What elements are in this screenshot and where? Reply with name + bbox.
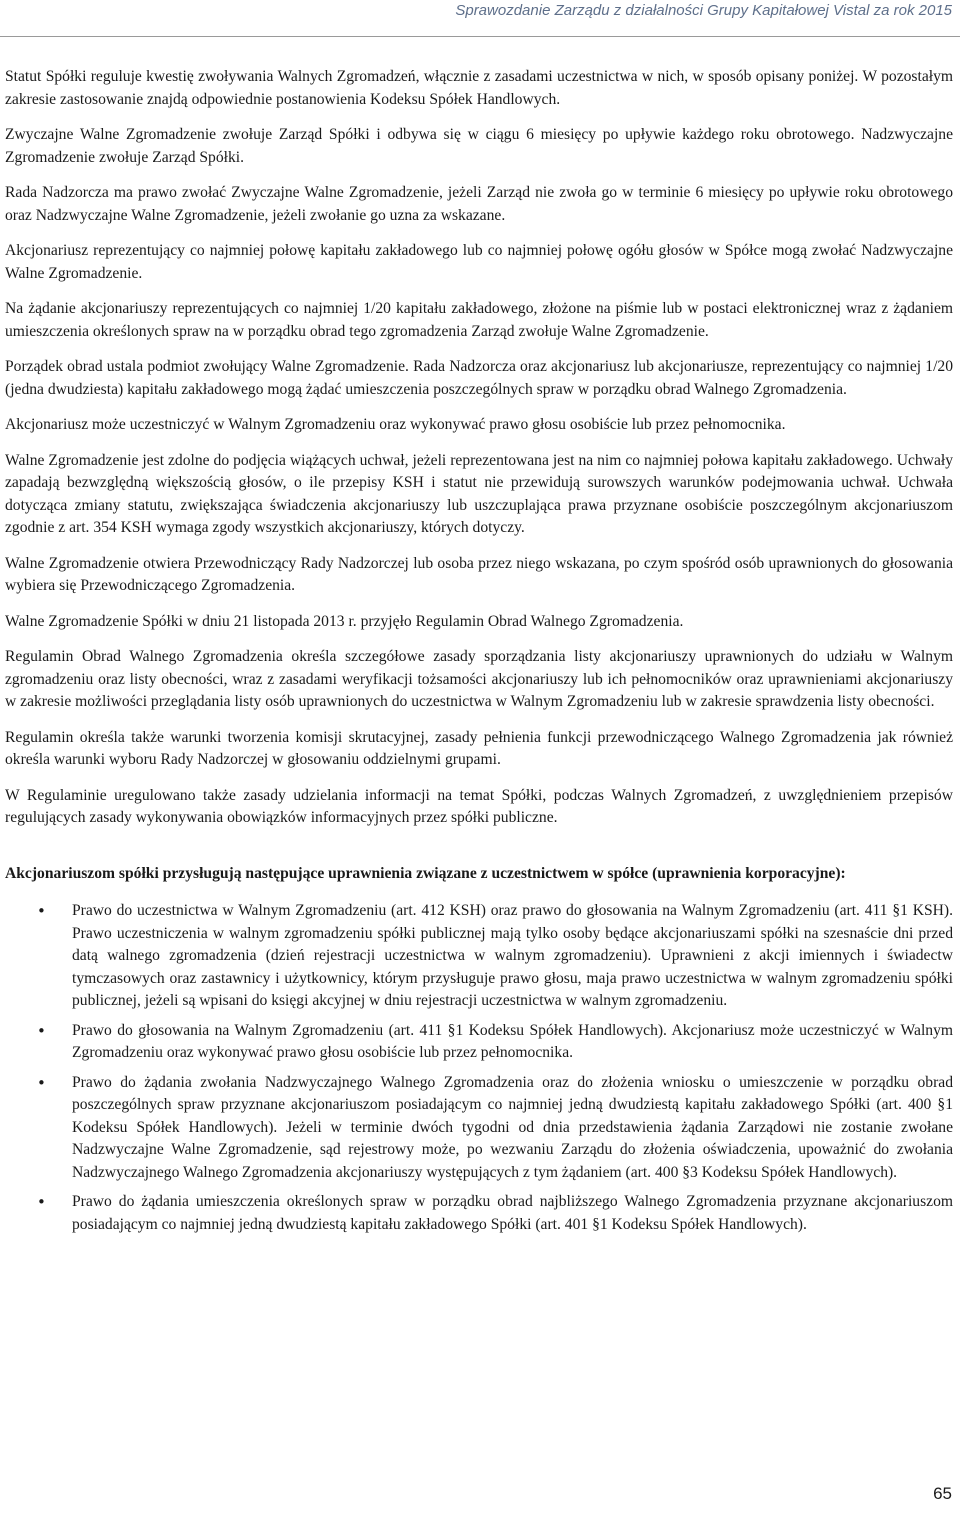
paragraph: Regulamin określa także warunki tworzenia komisji skrutacyjnej, zasady pełnienia funkcji przewodniczącego Walnego Zgromadzenia jak również określa warunki wyboru Rady Nadzorczej w głosowaniu oddzielnymi grupami. <box>5 728 953 768</box>
header-rule <box>0 36 960 37</box>
paragraph: Regulamin Obrad Walnego Zgromadzenia określa szczegółowe zasady sporządzania listy akcjonariuszy uprawnionych do udziału w Walnym zgromadzeniu oraz listy obecności, wraz z zasadami weryfikacji tożsamości akcjonariuszy lub ich pełnomocników oraz uprawnieniami akcjonariuszy w zakresie możliwości przeglądania listy osób uprawnionych do uczestnictwa w Walnym Zgromadzeniu lub w zakresie sprawdzenia listy obecności. <box>5 648 953 710</box>
paragraph: Walne Zgromadzenie jest zdolne do podjęcia wiążących uchwał, jeżeli reprezentowana jest na nim co najmniej połowa kapitału zakładowego. Uchwały zapadają bezwzględną większością głosów, o ile przepisy KSH i statut nie przewidują surowszych warunków podejmowania uchwał. Uchwała dotycząca zmiany statutu, zwiększająca świadczenia akcjonariuszy lub uszczuplająca prawa przyznane osobiście poszczególnym akcjonariuszom zgodnie z art. 354 KSH wymaga zgody wszystkich akcjonariuszy, których dotyczy. <box>5 451 953 536</box>
section-heading: Akcjonariuszom spółki przysługują następujące uprawnienia związane z uczestnictwem w spółce (uprawnienia korporacyjne): <box>5 864 846 882</box>
page-content <box>5 66 953 1243</box>
list-item <box>5 1020 953 1065</box>
list-item <box>5 1191 953 1236</box>
section-spacer <box>5 843 953 863</box>
page-number: 65 <box>933 1484 952 1503</box>
list-item <box>5 900 953 1013</box>
paragraph: W Regulaminie uregulowano także zasady udzielania informacji na temat Spółki, podczas Walnych Zgromadzeń, z uwzględnieniem przepisów regulujących zasady wykonywania obowiązków informacyjnych przez spółki publiczne. <box>5 786 953 826</box>
bullet-icon: • <box>37 902 46 920</box>
paragraph: Porządek obrad ustala podmiot zwołujący Walne Zgromadzenie. Rada Nadzorcza oraz akcjonariusz lub akcjonariusze, reprezentujący co najmniej 1/20 (jedna dwudziesta) kapitału zakładowego mogą żądać umieszczenia poszczególnych spraw w porządku obrad Walnego Zgromadzenia. <box>5 358 953 398</box>
paragraph: Walne Zgromadzenie Spółki w dniu 21 listopada 2013 r. przyjęło Regulamin Obrad Walnego Zgromadzenia. <box>5 612 684 630</box>
bullet-icon: • <box>37 1193 46 1211</box>
paragraph: Akcjonariusz może uczestniczyć w Walnym Zgromadzeniu oraz wykonywać prawo głosu osobiście lub przez pełnomocnika. <box>5 416 786 433</box>
list-item-text: Prawo do żądania umieszczenia określonych spraw w porządku obrad najbliższego Walnego Zgromadzenia przyznane akcjonariuszom posiadającym co najmniej jedną dwudziestą kapitału zakładowego Spółki (art. 401 §1 Kodeksu Spółek Handlowych). <box>72 1193 953 1233</box>
bullet-icon: • <box>37 1073 46 1092</box>
paragraph: Statut Spółki reguluje kwestię zwoływania Walnych Zgromadzeń, włącznie z zasadami uczestnictwa w nich, w sposób opisany poniżej. W pozostałym zakresie zastosowanie znajdą odpowiednie postanowienia Kodeksu Spółek Handlowych. <box>5 68 953 108</box>
list-item-text: Prawo do głosowania na Walnym Zgromadzeniu (art. 411 §1 Kodeksu Spółek Handlowych). Akcjonariusz może uczestniczyć w Walnym Zgromadzeniu oraz wykonywać prawo głosu osobiście lub przez pełnomocnika. <box>72 1021 953 1061</box>
paragraph: Rada Nadzorcza ma prawo zwołać Zwyczajne Walne Zgromadzenie, jeżeli Zarząd nie zwoła go w terminie 6 miesięcy po upływie roku obrotowego oraz Nadzwyczajne Walne Zgromadzenie, jeżeli zwołanie go uzna za wskazane. <box>5 184 953 224</box>
bullet-icon: • <box>37 1021 46 1040</box>
paragraph: Zwyczajne Walne Zgromadzenie zwołuje Zarząd Spółki i odbywa się w ciągu 6 miesięcy po upływie każdego roku obrotowego. Nadzwyczajne Zgromadzenie zwołuje Zarząd Spółki. <box>5 126 953 166</box>
paragraph: Akcjonariusz reprezentujący co najmniej połowę kapitału zakładowego lub co najmniej połowę ogółu głosów w Spółce mogą zwołać Nadzwyczajne Walne Zgromadzenie. <box>5 242 953 282</box>
list-item <box>5 1072 953 1185</box>
rights-list <box>5 900 953 1236</box>
paragraph: Na żądanie akcjonariuszy reprezentujących co najmniej 1/20 kapitału zakładowego, złożone na piśmie lub w postaci elektronicznej wraz z żądaniem umieszczenia określonych spraw na w porządku obrad tego zgromadzenia Zarząd zwołuje Walne Zgromadzenie. <box>5 300 953 340</box>
running-header: Sprawozdanie Zarządu z działalności Grupy Kapitałowej Vistal za rok 2015 <box>455 2 952 19</box>
list-item-text: Prawo do żądania zwołania Nadzwyczajnego Walnego Zgromadzenia oraz do złożenia wniosku o umieszczenie w porządku obrad poszczególnych spraw przyznane akcjonariuszom posiadającym co najmniej jedną dwudziestą kapitału zakładowego Spółki (art. 400 §1 Kodeksu Spółek Handlowych). Jeżeli w terminie dwóch tygodni od dnia przedstawienia żądania Zarządowi nie zostanie zwołane Nadzwyczajne Walne Zgromadzenie, sąd rejestrowy może, po wezwaniu Zarządu do złożenia oświadczenia, upoważnić do zwołania Nadzwyczajnego Walnego Zgromadzenia akcjonariuszy występujących z tym żądaniem (art. 400 §3 Kodeksu Spółek Handlowych). <box>72 1073 953 1181</box>
list-item-text: Prawo do uczestnictwa w Walnym Zgromadzeniu (art. 412 KSH) oraz prawo do głosowania na Walnym Zgromadzeniu (art. 411 §1 KSH). Prawo uczestniczenia w walnym zgromadzeniu spółki publicznej mają tylko osoby będące akcjonariuszami spółki na szesnaście dni przed datą walnego zgromadzenia (dzień rejestracji uczestnictwa w walnym zgromadzeniu). Uprawnieni z akcji imiennych i świadectw tymczasowych oraz zastawnicy i użytkownicy, którym przysługuje prawo głosu, maja prawo uczestnictwa w walnym zgromadzeniu spółki publicznej, jeżeli są wpisani do księgi akcyjnej w dniu rejestracji uczestnictwa w walnym zgromadzeniu. <box>72 902 953 1009</box>
paragraph: Walne Zgromadzenie otwiera Przewodniczący Rady Nadzorczej lub osoba przez niego wskazana, po czym spośród osób uprawnionych do głosowania wybiera się Przewodniczącego Zgromadzenia. <box>5 554 953 594</box>
